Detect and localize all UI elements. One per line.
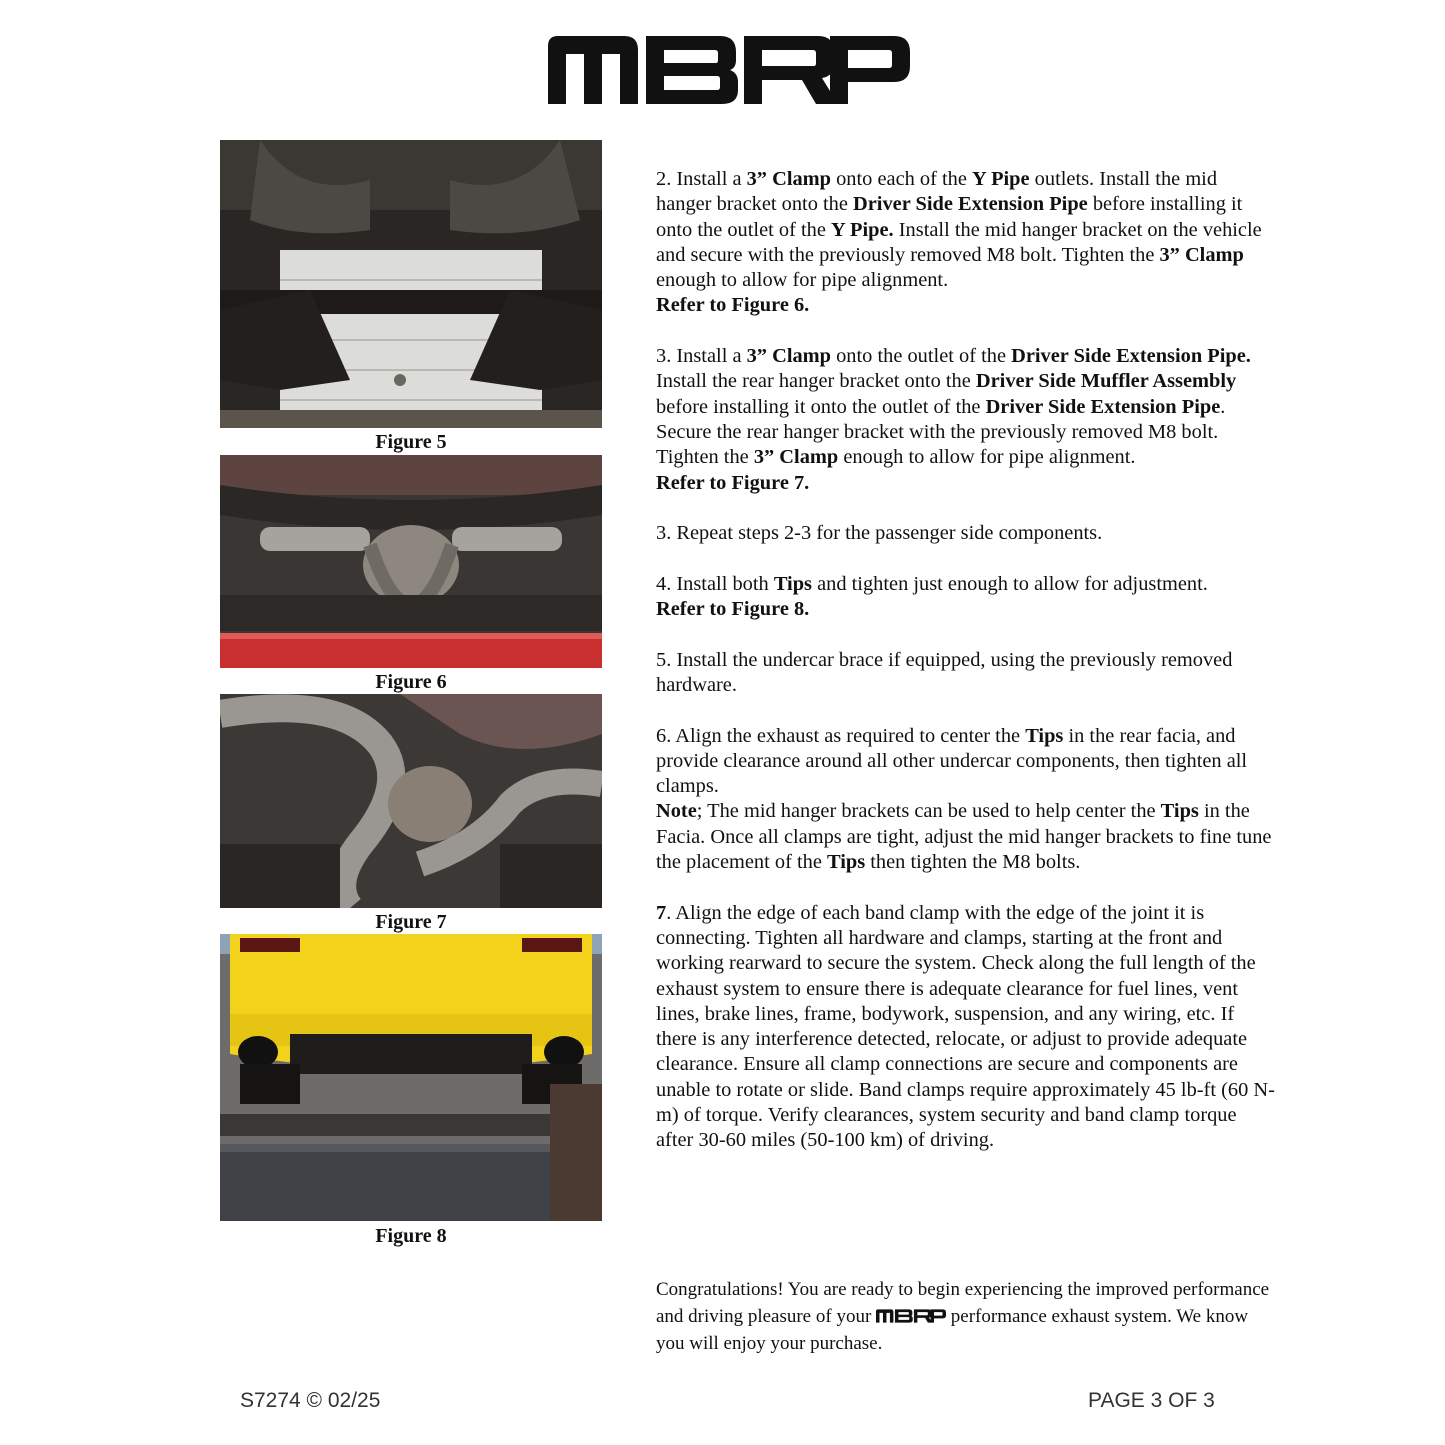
- text: . Align the edge of each band clamp with the edge of the joint it is connecting. Tighten all hardware and clamps, starting at the front and working rearward to secure the system. Check along the full length of the exhaust system to ensure there is adequate clearance for fuel lines, vent lines, brake lines, frame, bodywork, suspension, and any wiring, etc. If there is any interference detected, relocate, or adjust to provide adequate clearance. Ensure all clamp connections are secure and components are unable to rotate or slide. Band clamps require approximately 45 lb-ft (60 N-m) of torque. Verify clearances, system security and band clamp torque after 30-60 miles (50-100 km) of driving.: [656, 901, 1275, 1152]
- text: Install the rear hanger bracket onto the: [656, 370, 976, 393]
- part-name: Y Pipe: [972, 168, 1030, 190]
- part-name: 3” Clamp: [753, 446, 839, 469]
- text: then tighten the M8 bolts.: [865, 851, 1081, 874]
- text: outlets. Install the mid hanger bracket onto the: [656, 168, 1218, 216]
- step-2: [656, 167, 1276, 293]
- figure-reference: Refer to Figure 6.: [656, 294, 810, 317]
- step-7: [656, 901, 1276, 1154]
- installation-steps: [656, 167, 1276, 1154]
- text: and tighten just enough to allow for adjustment.: [812, 572, 1208, 595]
- text: 6. Align the exhaust as required to center the: [656, 724, 1026, 747]
- part-name: Y Pipe.: [830, 218, 894, 241]
- text: Congratulations! You are ready to begin experiencing the improved performance and driving pleasure of your: [656, 1279, 1270, 1327]
- text: performance exhaust system. We know you will enjoy your purchase.: [656, 1306, 1249, 1354]
- text: before installing it onto the outlet of the: [656, 395, 986, 418]
- text: 3. Install a: [656, 345, 747, 368]
- text: Install the mid hanger bracket on the vehicle and secure with the previously removed M8 bolt. Tighten the: [656, 218, 1262, 266]
- text: 2. Install a: [656, 168, 747, 190]
- part-name: 3” Clamp: [1159, 243, 1244, 266]
- mbrp-inline-logo: [876, 1309, 946, 1323]
- figure-5-photo: [220, 140, 602, 428]
- step-3-repeat: 3. Repeat steps 2-3 for the passenger side components.: [656, 522, 1103, 545]
- part-name: Tips: [1160, 800, 1199, 823]
- text: enough to allow for pipe alignment.: [656, 269, 949, 292]
- step-4: [656, 572, 1276, 597]
- text: onto the outlet of the: [831, 345, 1012, 368]
- congratulations-message: [656, 1276, 1276, 1357]
- text: onto each of the: [831, 168, 972, 190]
- step-6: [656, 724, 1276, 876]
- part-name: Driver Side Extension Pipe.: [1011, 345, 1251, 368]
- part-name: Tips: [773, 572, 812, 595]
- figure-7-caption: Figure 7: [375, 911, 447, 933]
- part-name: Driver Side Muffler Assembly: [975, 370, 1237, 393]
- part-name: Driver Side Extension Pipe: [853, 193, 1088, 216]
- part-name: Tips: [1025, 724, 1064, 747]
- mbrp-logo: [548, 36, 910, 104]
- text: in the rear facia, and provide clearance around all other undercar components, then tighten all clamps.: [656, 724, 1248, 798]
- figure-8-caption: Figure 8: [375, 1225, 447, 1247]
- text: in the Facia. Once all clamps are tight, adjust the mid hanger brackets to fine tune the placement of the: [656, 800, 1272, 874]
- text: ; The mid hanger brackets can be used to help center the: [696, 800, 1161, 823]
- figure-reference: Refer to Figure 8.: [656, 598, 810, 621]
- part-name: 3” Clamp: [746, 345, 832, 368]
- step-number: 7: [656, 901, 667, 924]
- note-label: Note: [656, 800, 697, 823]
- text: enough to allow for pipe alignment.: [838, 446, 1136, 469]
- part-name: 3” Clamp: [746, 168, 832, 190]
- part-name: Tips: [826, 851, 866, 874]
- step-5: 5. Install the undercar brace if equipped, using the previously removed hardware.: [656, 648, 1233, 696]
- text: . Secure the rear hanger bracket with the previously removed M8 bolt. Tighten the: [656, 395, 1226, 469]
- step-3: [656, 344, 1276, 470]
- figure-reference: Refer to Figure 7.: [656, 471, 810, 494]
- figure-6-caption: Figure 6: [375, 671, 447, 693]
- document-code: S7274 © 02/25: [240, 1389, 381, 1412]
- figure-8-photo: [220, 934, 602, 1221]
- part-name: Driver Side Extension Pipe: [985, 395, 1221, 418]
- figure-5-caption: Figure 5: [375, 431, 447, 453]
- page-number: PAGE 3 OF 3: [1088, 1389, 1215, 1412]
- text: 4. Install both: [656, 572, 774, 595]
- text: before installing it onto the outlet of the: [656, 193, 1243, 241]
- figure-6-photo: [220, 455, 602, 668]
- figure-7-photo: [220, 694, 602, 908]
